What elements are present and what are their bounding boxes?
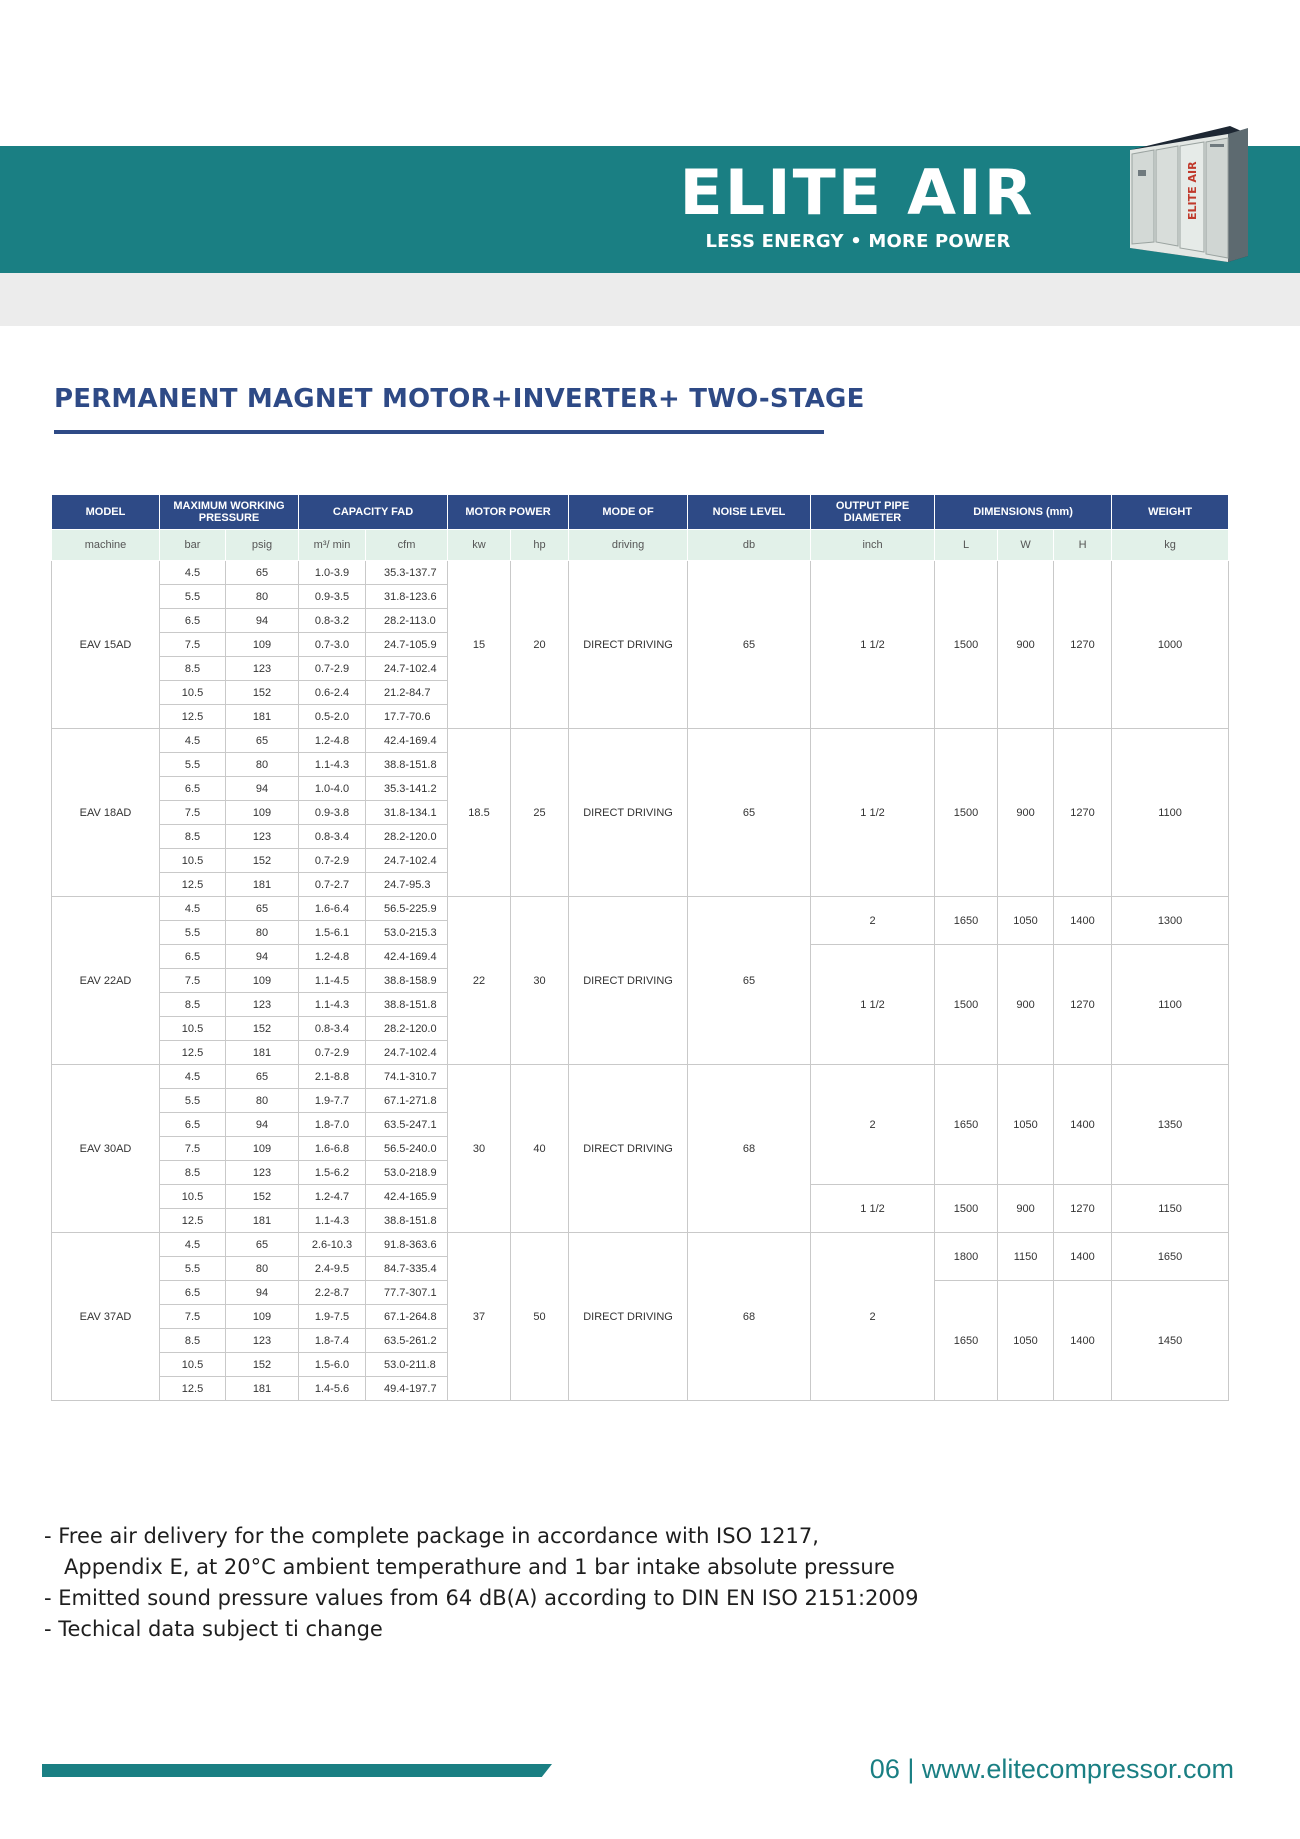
psig-cell: 152 bbox=[226, 681, 299, 705]
unit-kw: kw bbox=[448, 530, 511, 561]
capacity-m3-cell: 0.5-2.0 bbox=[299, 705, 366, 729]
weight-cell: 1100 bbox=[1112, 729, 1229, 897]
mode-cell: DIRECT DRIVING bbox=[569, 1233, 688, 1401]
psig-cell: 109 bbox=[226, 1137, 299, 1161]
capacity-m3-cell: 1.4-5.6 bbox=[299, 1377, 366, 1401]
psig-cell: 152 bbox=[226, 1185, 299, 1209]
dim-w-cell: 1050 bbox=[998, 1281, 1054, 1401]
capacity-cfm-cell: 53.0-215.3 bbox=[366, 921, 448, 945]
weight-cell: 1350 bbox=[1112, 1065, 1229, 1185]
psig-cell: 109 bbox=[226, 633, 299, 657]
mode-cell: DIRECT DRIVING bbox=[569, 897, 688, 1065]
dim-w-cell: 1050 bbox=[998, 1065, 1054, 1185]
table-header-row bbox=[52, 495, 1229, 530]
model-cell: EAV 30AD bbox=[52, 1065, 160, 1233]
psig-cell: 94 bbox=[226, 945, 299, 969]
dim-h-cell: 1270 bbox=[1054, 729, 1112, 897]
bar-cell: 7.5 bbox=[160, 1137, 226, 1161]
weight-cell: 1650 bbox=[1112, 1233, 1229, 1281]
dim-l-cell: 1500 bbox=[935, 1185, 998, 1233]
pipe-cell: 2 bbox=[811, 897, 935, 945]
psig-cell: 181 bbox=[226, 1377, 299, 1401]
capacity-cfm-cell: 42.4-169.4 bbox=[366, 729, 448, 753]
weight-cell: 1150 bbox=[1112, 1185, 1229, 1233]
capacity-m3-cell: 0.7-3.0 bbox=[299, 633, 366, 657]
bullet-icon: • bbox=[850, 231, 862, 252]
capacity-m3-cell: 2.2-8.7 bbox=[299, 1281, 366, 1305]
dim-l-cell: 1500 bbox=[935, 561, 998, 729]
kw-cell: 15 bbox=[448, 561, 511, 729]
capacity-m3-cell: 1.6-6.8 bbox=[299, 1137, 366, 1161]
capacity-m3-cell: 1.1-4.3 bbox=[299, 753, 366, 777]
unit-model: machine bbox=[52, 530, 160, 561]
bar-cell: 12.5 bbox=[160, 1377, 226, 1401]
kw-cell: 37 bbox=[448, 1233, 511, 1401]
notes bbox=[44, 1521, 918, 1645]
capacity-cfm-cell: 24.7-105.9 bbox=[366, 633, 448, 657]
capacity-m3-cell: 0.7-2.9 bbox=[299, 657, 366, 681]
unit-noise: db bbox=[688, 530, 811, 561]
bar-cell: 10.5 bbox=[160, 1353, 226, 1377]
bar-cell: 10.5 bbox=[160, 681, 226, 705]
bar-cell: 5.5 bbox=[160, 1257, 226, 1281]
weight-cell: 1300 bbox=[1112, 897, 1229, 945]
psig-cell: 94 bbox=[226, 1113, 299, 1137]
capacity-m3-cell: 0.6-2.4 bbox=[299, 681, 366, 705]
weight-cell: 1450 bbox=[1112, 1281, 1229, 1401]
psig-cell: 181 bbox=[226, 873, 299, 897]
psig-cell: 181 bbox=[226, 1209, 299, 1233]
footer-text bbox=[870, 1754, 1234, 1785]
dim-w-cell: 900 bbox=[998, 1185, 1054, 1233]
bar-cell: 12.5 bbox=[160, 1041, 226, 1065]
bar-cell: 6.5 bbox=[160, 1281, 226, 1305]
table-row bbox=[52, 729, 1229, 753]
psig-cell: 109 bbox=[226, 801, 299, 825]
unit-bar: bar bbox=[160, 530, 226, 561]
section-title: PERMANENT MAGNET MOTOR+INVERTER+ TWO-STAGE bbox=[54, 384, 865, 414]
psig-cell: 152 bbox=[226, 1017, 299, 1041]
psig-cell: 94 bbox=[226, 609, 299, 633]
mode-cell: DIRECT DRIVING bbox=[569, 1065, 688, 1233]
psig-cell: 109 bbox=[226, 1305, 299, 1329]
capacity-m3-cell: 0.8-3.2 bbox=[299, 609, 366, 633]
bar-cell: 12.5 bbox=[160, 1209, 226, 1233]
tagline-left: LESS ENERGY bbox=[705, 231, 844, 252]
psig-cell: 94 bbox=[226, 777, 299, 801]
capacity-m3-cell: 1.2-4.8 bbox=[299, 945, 366, 969]
unit-mode: driving bbox=[569, 530, 688, 561]
capacity-m3-cell: 1.1-4.5 bbox=[299, 969, 366, 993]
unit-cfm: cfm bbox=[366, 530, 448, 561]
capacity-cfm-cell: 24.7-102.4 bbox=[366, 657, 448, 681]
dim-h-cell: 1400 bbox=[1054, 1233, 1112, 1281]
bar-cell: 5.5 bbox=[160, 921, 226, 945]
noise-cell: 68 bbox=[688, 1065, 811, 1233]
psig-cell: 152 bbox=[226, 1353, 299, 1377]
noise-cell: 65 bbox=[688, 897, 811, 1065]
psig-cell: 65 bbox=[226, 561, 299, 585]
note-line: - Emitted sound pressure values from 64 dB(A) according to DIN EN ISO 2151:2009 bbox=[44, 1586, 919, 1610]
bar-cell: 4.5 bbox=[160, 1065, 226, 1089]
capacity-cfm-cell: 74.1-310.7 bbox=[366, 1065, 448, 1089]
capacity-m3-cell: 1.1-4.3 bbox=[299, 1209, 366, 1233]
capacity-cfm-cell: 67.1-271.8 bbox=[366, 1089, 448, 1113]
capacity-m3-cell: 1.6-6.4 bbox=[299, 897, 366, 921]
note-line: Appendix E, at 20°C ambient temperathure and 1 bar intake absolute pressure bbox=[64, 1555, 895, 1579]
noise-cell: 65 bbox=[688, 561, 811, 729]
psig-cell: 65 bbox=[226, 1065, 299, 1089]
psig-cell: 123 bbox=[226, 825, 299, 849]
capacity-cfm-cell: 56.5-240.0 bbox=[366, 1137, 448, 1161]
capacity-cfm-cell: 24.7-95.3 bbox=[366, 873, 448, 897]
note-line: - Techical data subject ti change bbox=[44, 1617, 383, 1641]
header-band bbox=[0, 146, 1300, 273]
capacity-cfm-cell: 42.4-165.9 bbox=[366, 1185, 448, 1209]
capacity-m3-cell: 2.6-10.3 bbox=[299, 1233, 366, 1257]
bar-cell: 5.5 bbox=[160, 585, 226, 609]
capacity-m3-cell: 1.8-7.0 bbox=[299, 1113, 366, 1137]
psig-cell: 65 bbox=[226, 1233, 299, 1257]
tagline-right: MORE POWER bbox=[868, 231, 1011, 252]
capacity-cfm-cell: 31.8-134.1 bbox=[366, 801, 448, 825]
bar-cell: 7.5 bbox=[160, 969, 226, 993]
capacity-cfm-cell: 24.7-102.4 bbox=[366, 1041, 448, 1065]
bar-cell: 7.5 bbox=[160, 1305, 226, 1329]
bar-cell: 8.5 bbox=[160, 993, 226, 1017]
weight-cell: 1100 bbox=[1112, 945, 1229, 1065]
capacity-m3-cell: 1.9-7.7 bbox=[299, 1089, 366, 1113]
dim-l-cell: 1800 bbox=[935, 1233, 998, 1281]
capacity-cfm-cell: 42.4-169.4 bbox=[366, 945, 448, 969]
psig-cell: 80 bbox=[226, 753, 299, 777]
header-motor-power: MOTOR POWER bbox=[448, 495, 569, 530]
machine-brand-label: ELITE AIR bbox=[1186, 161, 1199, 220]
kw-cell: 18.5 bbox=[448, 729, 511, 897]
bar-cell: 6.5 bbox=[160, 945, 226, 969]
bar-cell: 6.5 bbox=[160, 609, 226, 633]
pipe-cell: 2 bbox=[811, 1233, 935, 1401]
pipe-cell: 1 1/2 bbox=[811, 729, 935, 897]
bar-cell: 4.5 bbox=[160, 561, 226, 585]
bar-cell: 12.5 bbox=[160, 873, 226, 897]
dim-l-cell: 1500 bbox=[935, 945, 998, 1065]
capacity-m3-cell: 1.2-4.8 bbox=[299, 729, 366, 753]
footer-bar bbox=[42, 1764, 552, 1777]
bar-cell: 7.5 bbox=[160, 801, 226, 825]
hp-cell: 25 bbox=[511, 729, 569, 897]
bar-cell: 8.5 bbox=[160, 657, 226, 681]
capacity-m3-cell: 1.2-4.7 bbox=[299, 1185, 366, 1209]
capacity-m3-cell: 1.5-6.2 bbox=[299, 1161, 366, 1185]
header-model: MODEL bbox=[52, 495, 160, 530]
bar-cell: 4.5 bbox=[160, 1233, 226, 1257]
table-row bbox=[52, 561, 1229, 585]
model-cell: EAV 18AD bbox=[52, 729, 160, 897]
psig-cell: 123 bbox=[226, 657, 299, 681]
capacity-cfm-cell: 38.8-151.8 bbox=[366, 1209, 448, 1233]
psig-cell: 109 bbox=[226, 969, 299, 993]
capacity-m3-cell: 1.0-3.9 bbox=[299, 561, 366, 585]
table-row bbox=[52, 1233, 1229, 1257]
psig-cell: 152 bbox=[226, 849, 299, 873]
dim-l-cell: 1650 bbox=[935, 897, 998, 945]
table-row bbox=[52, 1065, 1229, 1089]
capacity-cfm-cell: 28.2-120.0 bbox=[366, 825, 448, 849]
capacity-cfm-cell: 53.0-211.8 bbox=[366, 1353, 448, 1377]
capacity-cfm-cell: 56.5-225.9 bbox=[366, 897, 448, 921]
header-pipe: OUTPUT PIPE DIAMETER bbox=[811, 495, 935, 530]
psig-cell: 123 bbox=[226, 993, 299, 1017]
capacity-m3-cell: 1.5-6.1 bbox=[299, 921, 366, 945]
elite-air-logo bbox=[676, 160, 1038, 222]
title-underline bbox=[54, 430, 824, 434]
bar-cell: 12.5 bbox=[160, 705, 226, 729]
capacity-m3-cell: 0.8-3.4 bbox=[299, 825, 366, 849]
psig-cell: 65 bbox=[226, 729, 299, 753]
capacity-cfm-cell: 77.7-307.1 bbox=[366, 1281, 448, 1305]
capacity-cfm-cell: 28.2-113.0 bbox=[366, 609, 448, 633]
bar-cell: 10.5 bbox=[160, 849, 226, 873]
psig-cell: 80 bbox=[226, 1089, 299, 1113]
mode-cell: DIRECT DRIVING bbox=[569, 561, 688, 729]
psig-cell: 123 bbox=[226, 1161, 299, 1185]
table-units-row bbox=[52, 530, 1229, 561]
kw-cell: 30 bbox=[448, 1065, 511, 1233]
dim-h-cell: 1270 bbox=[1054, 561, 1112, 729]
header-sub-band bbox=[0, 273, 1300, 326]
header-mode: MODE OF bbox=[569, 495, 688, 530]
bar-cell: 8.5 bbox=[160, 1329, 226, 1353]
kw-cell: 22 bbox=[448, 897, 511, 1065]
dim-h-cell: 1400 bbox=[1054, 1065, 1112, 1185]
bar-cell: 4.5 bbox=[160, 897, 226, 921]
bar-cell: 10.5 bbox=[160, 1185, 226, 1209]
model-cell: EAV 15AD bbox=[52, 561, 160, 729]
compressor-unit-icon bbox=[1110, 120, 1260, 270]
dim-w-cell: 900 bbox=[998, 729, 1054, 897]
bar-cell: 8.5 bbox=[160, 1161, 226, 1185]
capacity-cfm-cell: 24.7-102.4 bbox=[366, 849, 448, 873]
header-noise: NOISE LEVEL bbox=[688, 495, 811, 530]
weight-cell: 1000 bbox=[1112, 561, 1229, 729]
unit-weight: kg bbox=[1112, 530, 1229, 561]
capacity-m3-cell: 1.0-4.0 bbox=[299, 777, 366, 801]
capacity-cfm-cell: 53.0-218.9 bbox=[366, 1161, 448, 1185]
capacity-m3-cell: 0.9-3.5 bbox=[299, 585, 366, 609]
capacity-m3-cell: 2.4-9.5 bbox=[299, 1257, 366, 1281]
capacity-cfm-cell: 17.7-70.6 bbox=[366, 705, 448, 729]
header-capacity: CAPACITY FAD bbox=[299, 495, 448, 530]
noise-cell: 68 bbox=[688, 1233, 811, 1401]
footer-separator: | bbox=[907, 1754, 915, 1784]
unit-pipe: inch bbox=[811, 530, 935, 561]
capacity-m3-cell: 0.7-2.9 bbox=[299, 1041, 366, 1065]
capacity-m3-cell: 1.1-4.3 bbox=[299, 993, 366, 1017]
unit-l: L bbox=[935, 530, 998, 561]
psig-cell: 65 bbox=[226, 897, 299, 921]
hp-cell: 20 bbox=[511, 561, 569, 729]
model-cell: EAV 37AD bbox=[52, 1233, 160, 1401]
capacity-m3-cell: 0.9-3.8 bbox=[299, 801, 366, 825]
mode-cell: DIRECT DRIVING bbox=[569, 729, 688, 897]
psig-cell: 80 bbox=[226, 921, 299, 945]
capacity-m3-cell: 1.5-6.0 bbox=[299, 1353, 366, 1377]
bar-cell: 6.5 bbox=[160, 777, 226, 801]
unit-hp: hp bbox=[511, 530, 569, 561]
psig-cell: 94 bbox=[226, 1281, 299, 1305]
unit-w: W bbox=[998, 530, 1054, 561]
bar-cell: 5.5 bbox=[160, 1089, 226, 1113]
dim-l-cell: 1650 bbox=[935, 1281, 998, 1401]
capacity-cfm-cell: 31.8-123.6 bbox=[366, 585, 448, 609]
dim-h-cell: 1400 bbox=[1054, 897, 1112, 945]
capacity-cfm-cell: 35.3-141.2 bbox=[366, 777, 448, 801]
psig-cell: 80 bbox=[226, 1257, 299, 1281]
unit-m3: m³/ min bbox=[299, 530, 366, 561]
pipe-cell: 1 1/2 bbox=[811, 561, 935, 729]
dim-l-cell: 1500 bbox=[935, 729, 998, 897]
capacity-cfm-cell: 35.3-137.7 bbox=[366, 561, 448, 585]
capacity-m3-cell: 0.7-2.7 bbox=[299, 873, 366, 897]
capacity-cfm-cell: 63.5-247.1 bbox=[366, 1113, 448, 1137]
page-number: 06 bbox=[869, 1754, 900, 1784]
unit-h: H bbox=[1054, 530, 1112, 561]
dim-w-cell: 1150 bbox=[998, 1233, 1054, 1281]
header-weight: WEIGHT bbox=[1112, 495, 1229, 530]
capacity-cfm-cell: 21.2-84.7 bbox=[366, 681, 448, 705]
dim-h-cell: 1400 bbox=[1054, 1281, 1112, 1401]
spec-table bbox=[51, 494, 1229, 1401]
capacity-cfm-cell: 84.7-335.4 bbox=[366, 1257, 448, 1281]
capacity-cfm-cell: 38.8-151.8 bbox=[366, 753, 448, 777]
bar-cell: 4.5 bbox=[160, 729, 226, 753]
psig-cell: 181 bbox=[226, 1041, 299, 1065]
capacity-cfm-cell: 38.8-151.8 bbox=[366, 993, 448, 1017]
bar-cell: 10.5 bbox=[160, 1017, 226, 1041]
dim-w-cell: 900 bbox=[998, 945, 1054, 1065]
bar-cell: 5.5 bbox=[160, 753, 226, 777]
tagline bbox=[600, 231, 1116, 252]
capacity-m3-cell: 1.9-7.5 bbox=[299, 1305, 366, 1329]
table-row bbox=[52, 897, 1229, 921]
unit-psig: psig bbox=[226, 530, 299, 561]
pipe-cell: 1 1/2 bbox=[811, 1185, 935, 1233]
website-link[interactable]: www.elitecompressor.com bbox=[921, 1754, 1234, 1784]
hp-cell: 40 bbox=[511, 1065, 569, 1233]
capacity-cfm-cell: 28.2-120.0 bbox=[366, 1017, 448, 1041]
hp-cell: 30 bbox=[511, 897, 569, 1065]
logo-text: ELITE AIR bbox=[679, 160, 1035, 222]
bar-cell: 6.5 bbox=[160, 1113, 226, 1137]
psig-cell: 80 bbox=[226, 585, 299, 609]
dim-l-cell: 1650 bbox=[935, 1065, 998, 1185]
dim-w-cell: 1050 bbox=[998, 897, 1054, 945]
model-cell: EAV 22AD bbox=[52, 897, 160, 1065]
hp-cell: 50 bbox=[511, 1233, 569, 1401]
header-pressure: MAXIMUM WORKING PRESSURE bbox=[160, 495, 299, 530]
header-dimensions: DIMENSIONS (mm) bbox=[935, 495, 1112, 530]
psig-cell: 123 bbox=[226, 1329, 299, 1353]
psig-cell: 181 bbox=[226, 705, 299, 729]
note-line: - Free air delivery for the complete package in accordance with ISO 1217, bbox=[44, 1524, 819, 1548]
capacity-cfm-cell: 63.5-261.2 bbox=[366, 1329, 448, 1353]
noise-cell: 65 bbox=[688, 729, 811, 897]
capacity-m3-cell: 0.8-3.4 bbox=[299, 1017, 366, 1041]
capacity-m3-cell: 1.8-7.4 bbox=[299, 1329, 366, 1353]
capacity-cfm-cell: 91.8-363.6 bbox=[366, 1233, 448, 1257]
pipe-cell: 1 1/2 bbox=[811, 945, 935, 1065]
bar-cell: 8.5 bbox=[160, 825, 226, 849]
dim-w-cell: 900 bbox=[998, 561, 1054, 729]
capacity-cfm-cell: 67.1-264.8 bbox=[366, 1305, 448, 1329]
capacity-cfm-cell: 49.4-197.7 bbox=[366, 1377, 448, 1401]
bar-cell: 7.5 bbox=[160, 633, 226, 657]
dim-h-cell: 1270 bbox=[1054, 945, 1112, 1065]
capacity-m3-cell: 0.7-2.9 bbox=[299, 849, 366, 873]
pipe-cell: 2 bbox=[811, 1065, 935, 1185]
dim-h-cell: 1270 bbox=[1054, 1185, 1112, 1233]
capacity-cfm-cell: 38.8-158.9 bbox=[366, 969, 448, 993]
capacity-m3-cell: 2.1-8.8 bbox=[299, 1065, 366, 1089]
